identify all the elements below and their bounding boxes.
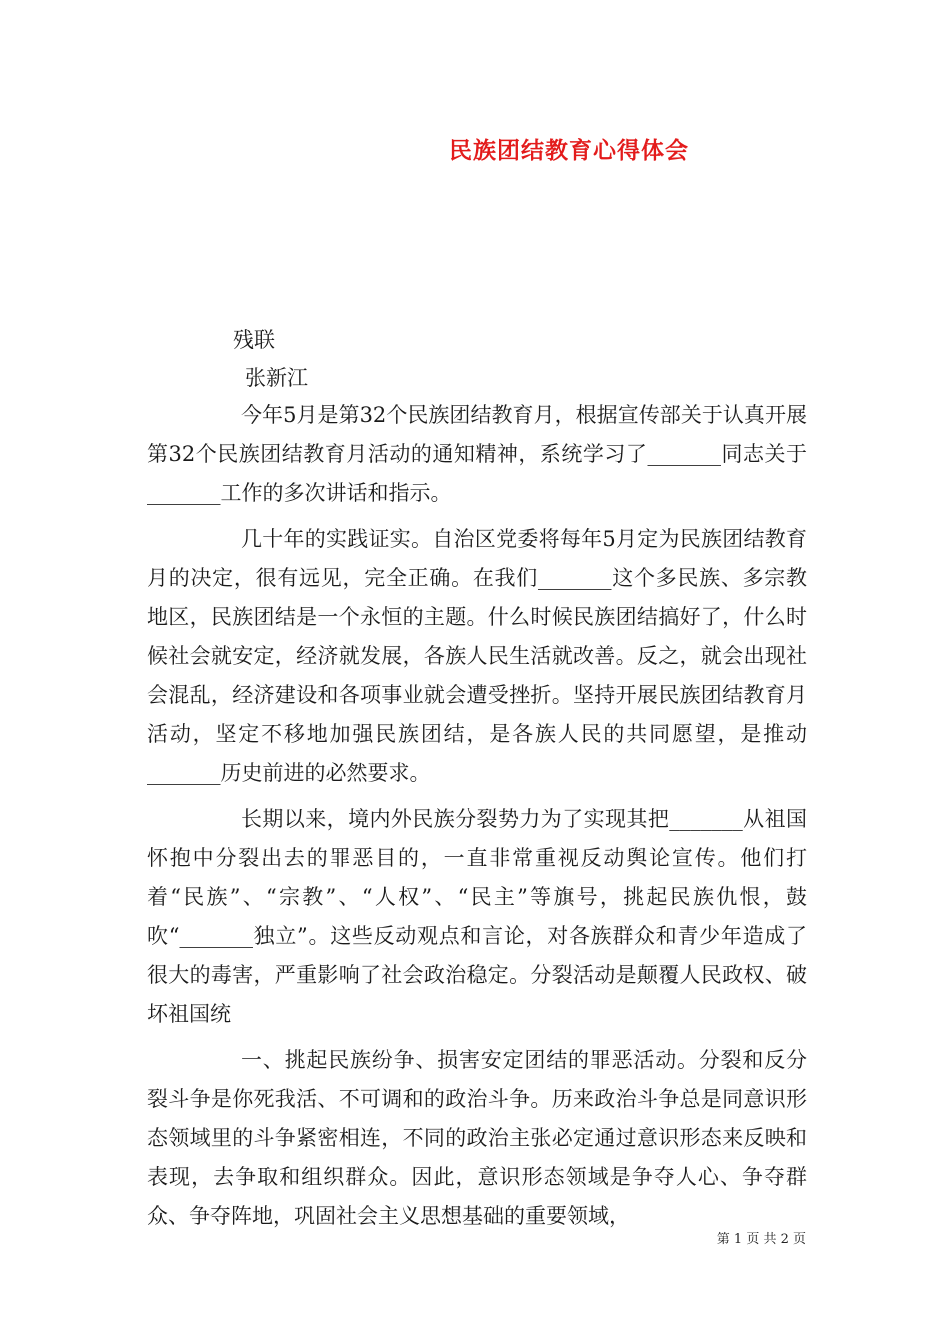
- paragraph-1: 今年5月是第32个民族团结教育月，根据宣传部关于认真开展第32个民族团结教育月活动的通知精神，系统学习了_______同志关于_______工作的多次讲话和指示。: [147, 403, 807, 505]
- paragraph-3: 长期以来，境内外民族分裂势力为了实现其把_______从祖国怀抱中分裂出去的罪恶目的，一直非常重视反动舆论宣传。他们打着“民族”、“宗教”、“人权”、“民主”等旗号，挑起民族仇恨，鼓吹“_______独立”。这些反动观点和言论，对各族群众和青少年造成了很大的毒害，严重影响了社会政治稳定。分裂活动是颠覆人民政权、破坏祖国统: [147, 807, 807, 1026]
- page-number-footer: 第 1 页 共 2 页: [716, 1232, 806, 1247]
- paragraph-4: 一、挑起民族纷争、损害安定团结的罪恶活动。分裂和反分裂斗争是你死我活、不可调和的政治斗争。历来政治斗争总是同意识形态领域里的斗争紧密相连，不同的政治主张必定通过意识形态来反映和表现，去争取和组织群众。因此，意识形态领域是争夺人心、争夺群众、争夺阵地，巩固社会主义思想基础的重要领域，: [147, 1048, 807, 1228]
- document-title: 民族团结教育心得体会: [449, 137, 689, 164]
- document-body: [147, 396, 807, 1243]
- author-organization: 残联: [233, 328, 275, 352]
- author-name: 张新江: [245, 366, 308, 390]
- paragraph-2: 几十年的实践证实。自治区党委将每年5月定为民族团结教育月的决定，很有远见，完全正确。在我们_______这个多民族、多宗教地区，民族团结是一个永恒的主题。什么时候民族团结搞好了，什么时候社会就安定，经济就发展，各族人民生活就改善。反之，就会出现社会混乱，经济建设和各项事业就会遭受挫折。坚持开展民族团结教育月活动，坚定不移地加强民族团结，是各族人民的共同愿望，是推动_______历史前进的必然要求。: [147, 527, 807, 785]
